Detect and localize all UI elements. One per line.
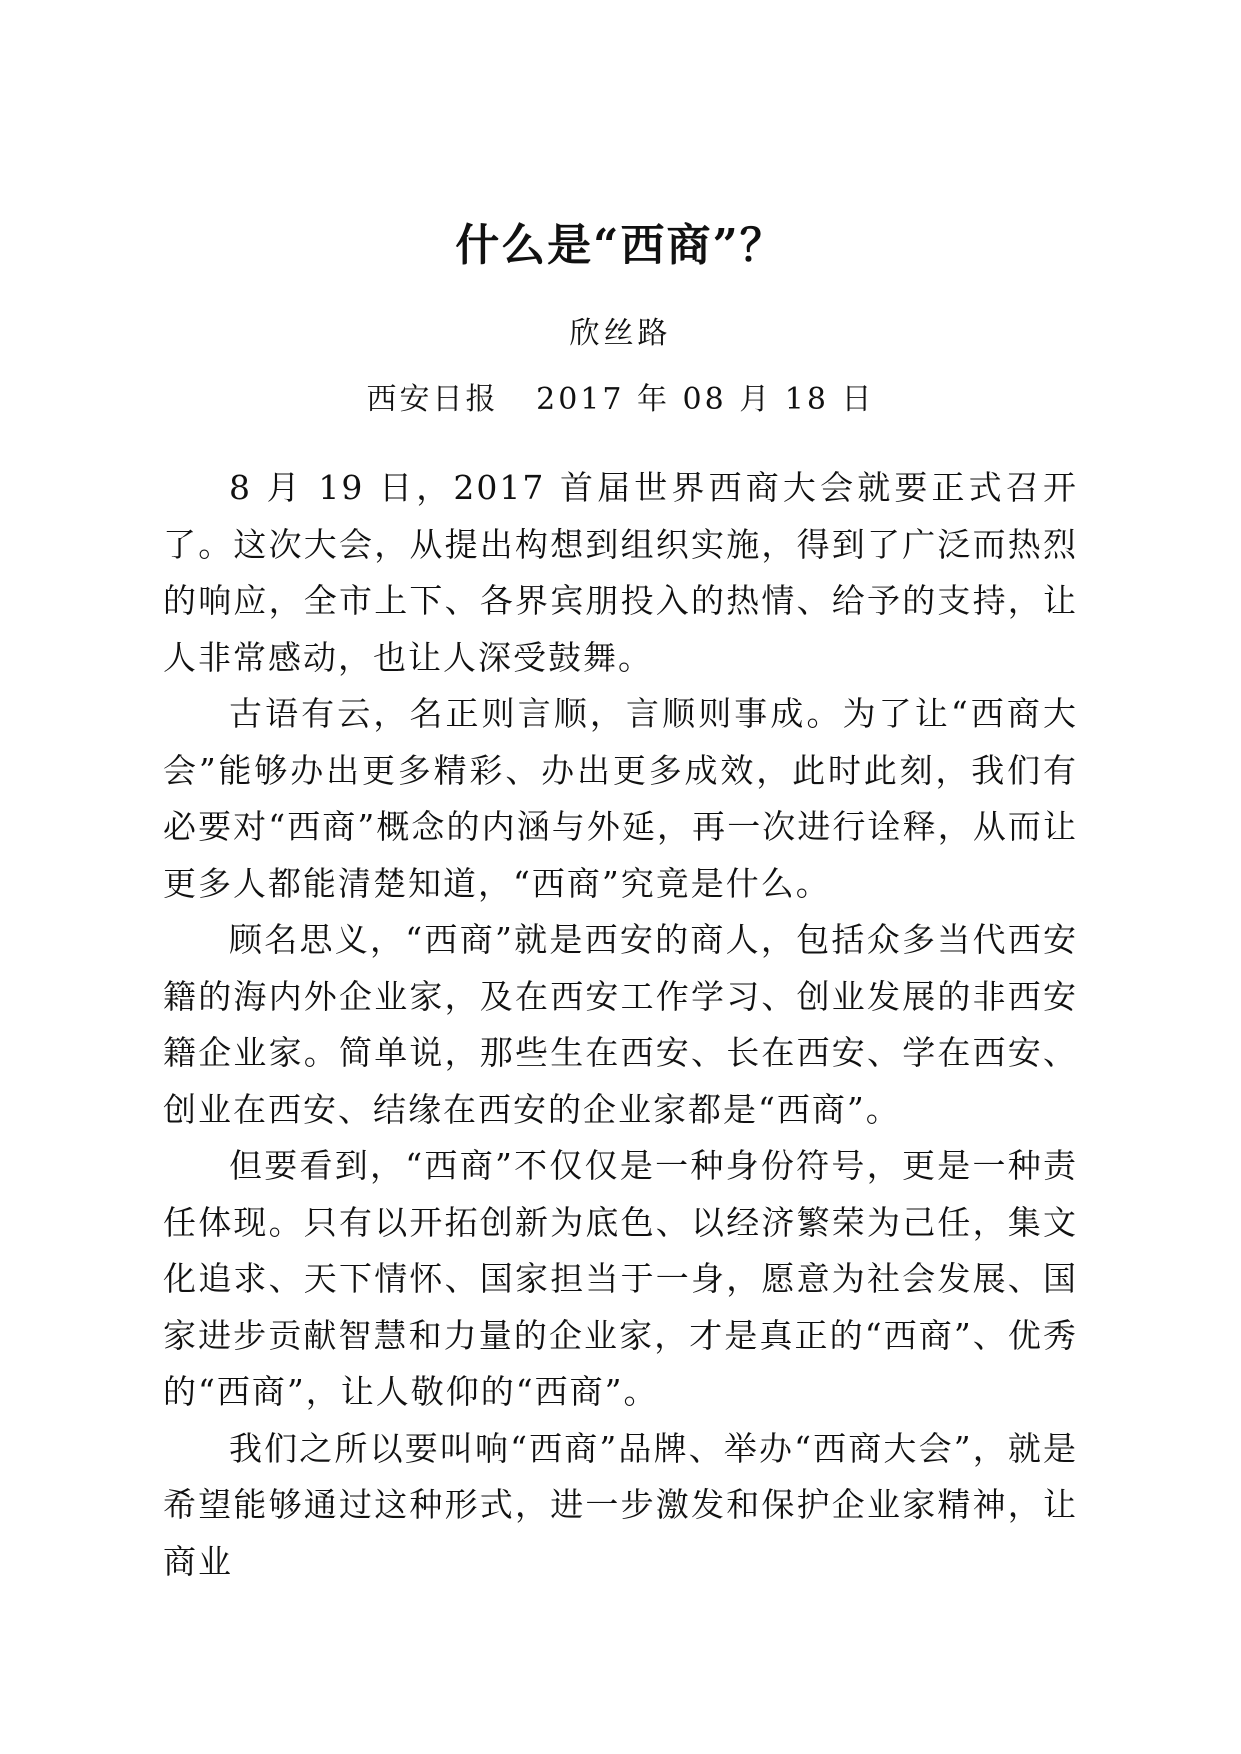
paragraph: 顾名思义，“西商”就是西安的商人，包括众多当代西安籍的海内外企业家，及在西安工作学习、创业发展的非西安籍企业家。简单说，那些生在西安、长在西安、学在西安、创业在西安、结缘在西安的企业家都是“西商”。: [163, 920, 1078, 1129]
paragraph: 古语有云，名正则言顺，言顺则事成。为了让“西商大会”能够办出更多精彩、办出更多成效，此时此刻，我们有必要对“西商”概念的内涵与外延，再一次进行诠释，从而让更多人都能清楚知道，“西商”究竟是什么。: [163, 694, 1078, 903]
article-title: 什么是“西商”？: [455, 220, 786, 271]
article-author: 欣丝路: [569, 316, 672, 351]
publication-date: 2017 年 08 月 18 日: [536, 382, 875, 417]
article-source: [0, 378, 1241, 422]
article-body: [163, 460, 1078, 1590]
paragraph: 我们之所以要叫响“西商”品牌、举办“西商大会”，就是希望能够通过这种形式，进一步激发和保护企业家精神，让商业: [163, 1428, 1078, 1581]
publication-name: 西安日报: [366, 382, 499, 417]
paragraph: 8 月 19 日，2017 首届世界西商大会就要正式召开了。这次大会，从提出构想到组织实施，得到了广泛而热烈的响应，全市上下、各界宾朋投入的热情、给予的支持，让人非常感动，也让人深受鼓舞。: [163, 468, 1078, 677]
paragraph: 但要看到，“西商”不仅仅是一种身份符号，更是一种责任体现。只有以开拓创新为底色、以经济繁荣为己任，集文化追求、天下情怀、国家担当于一身，愿意为社会发展、国家进步贡献智慧和力量的企业家，才是真正的“西商”、优秀的“西商”，让人敬仰的“西商”。: [163, 1146, 1078, 1411]
